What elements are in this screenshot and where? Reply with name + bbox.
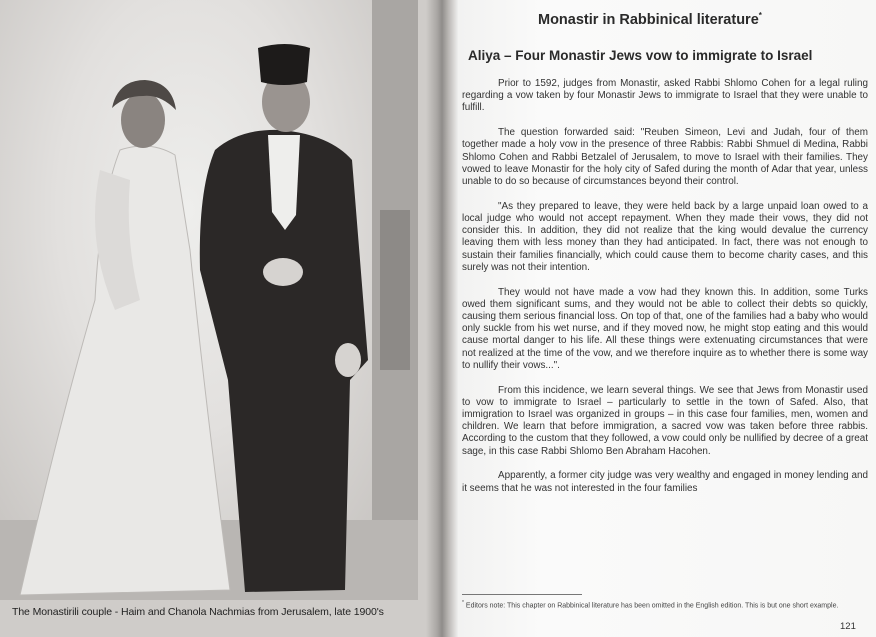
bride-face [121,92,165,148]
section-title: Aliya – Four Monastir Jews vow to immigrate to Israel [468,48,813,63]
body-text [462,78,868,507]
paragraph: From this incidence, we learn several things. We see that Jews from Monastir used to vow to immigrate to Israel – particularly to settle in the town of Safed. Also, that immigration to Israel was organized in groups – in this case four families, men, women and children. We learn that before immigration, a sacred vow was taken before three rabbis. According to the custom that they followed, a vow could only be nullified by decree of a great sage, in this case Rabbi Shlomo Ben Abraham Hacohen. [462,384,868,457]
footnote-divider [462,594,582,595]
footnote [462,599,862,610]
right-page [458,0,876,637]
groom-hand [263,258,303,286]
paragraph: They would not have made a vow had they known this. In addition, some Turks owed them significant sums, and they would not be able to collect their debts so quickly, causing them serious financial loss. On top of that, one of the families had a baby who would only suckle from his wet nurse, and if they moved now, he might stop eating and this would cause mortal danger to his life. All these things were extenuating circumstances that were not realized at the time of the vow, and we therefore inquire as to whether there is some way to nullify their vows...". [462,286,868,371]
chapter-title [538,11,762,28]
chapter-title-footnote-marker: * [758,11,762,20]
footnote-marker: * [462,600,464,606]
photo-illustration [0,0,418,600]
photo-caption: The Monastirili couple - Haim and Chanola Nachmias from Jerusalem, late 1900's [12,606,384,618]
paragraph: Apparently, a former city judge was very wealthy and engaged in money lending and it seems that he was not interested in the four families [462,470,868,494]
book-gutter [426,0,458,637]
groom-fez [258,44,310,85]
paragraph: "As they prepared to leave, they were held back by a large unpaid loan owed to a local judge who would not accept repayment. When they made their vows, they did not consider this. In addition, they did not realize that the king would devalue the currency leaving them with less money than they had anticipated. In fact, there was not enough to sustain their families financially, which could cause them to become charity cases, and this surely was not their intention. [462,200,868,273]
couple-photograph [0,0,418,600]
chapter-title-text: Monastir in Rabbinical literature [538,11,759,28]
footnote-text: Editors note: This chapter on Rabbinical literature has been omitted in the English edition. This is but one short example. [465,602,839,610]
groom-hand-right [335,343,361,377]
paragraph: The question forwarded said: "Reuben Simeon, Levi and Judah, four of them together made a holy vow in the presence of three Rabbis: Rabbi Shmuel di Medina, Rabbi Shlomo Cohen and Rabbi Betzalel of Jerusalem, to move to Israel with their families. They vowed to leave Monastir for the holy city of Safed during the month of Adar that year, unless unable to do so because of circumstances beyond their control. [462,127,868,188]
backdrop-column-ornament [380,210,410,370]
page-number: 121 [840,621,856,632]
paragraph: Prior to 1592, judges from Monastir, asked Rabbi Shlomo Cohen for a legal ruling regarding a vow taken by four Monastir Jews to immigrate to Israel that they were unable to fulfill. [462,78,868,114]
